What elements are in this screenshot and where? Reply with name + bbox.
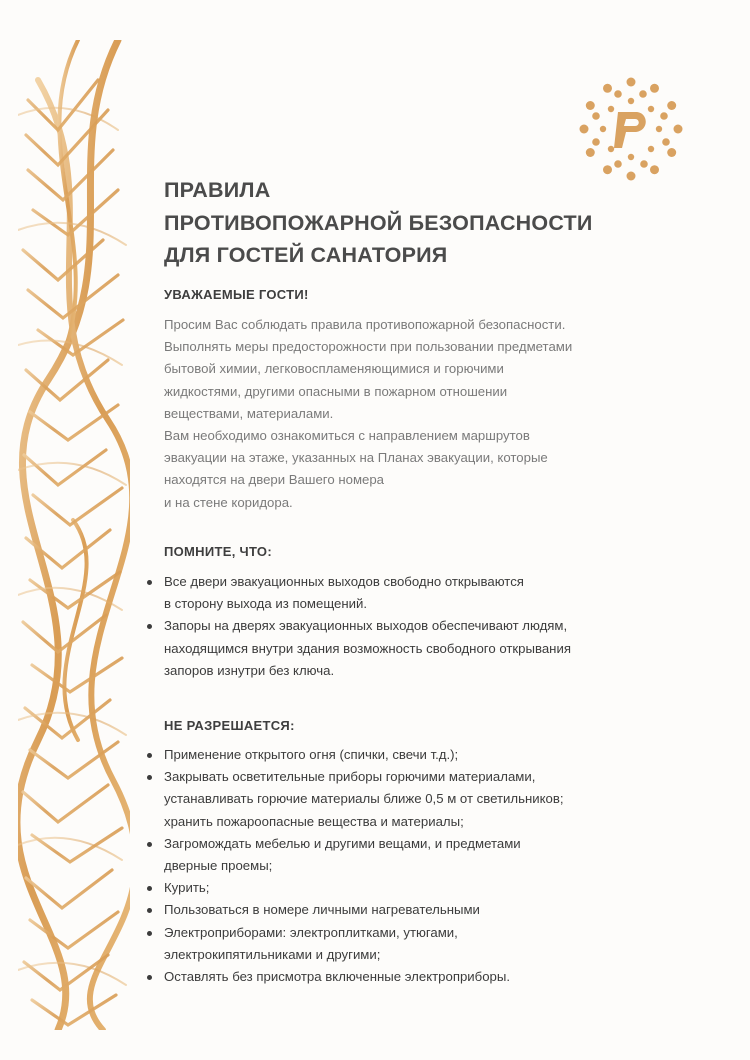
page-title (164, 174, 724, 272)
list-item-line: устанавливать горючие материалы ближе 0,5 м от светильников; (164, 791, 564, 807)
list-item (164, 615, 704, 682)
intro-line: эвакуации на этаже, указанных на Планах эвакуации, которые (164, 450, 548, 466)
list-item-line: в сторону выхода из помещений. (164, 596, 368, 612)
list-item-line: Пользоваться в номере личными нагревательными (164, 902, 480, 918)
list-item-line: Электроприборами: электроплитками, утюгами, (164, 924, 458, 940)
title-line: ПРОТИВОПОЖАРНОЙ БЕЗОПАСНОСТИ (164, 210, 593, 235)
title-line: ПРАВИЛА (164, 178, 271, 202)
list-item-line: Загромождать мебелью и другими вещами, и предметами (164, 835, 521, 851)
list-item-line: Закрывать осветительные приборы горючими материалами, (164, 769, 536, 785)
forbidden-list (164, 744, 704, 988)
list-item-line: Оставлять без присмотра включенные электроприборы. (164, 969, 511, 985)
golden-leaves-ornament-icon (18, 40, 130, 1030)
intro-line: бытовой химии, легковоспламеняющимися и горючими (164, 361, 504, 377)
list-item-line: Все двери эвакуационных выходов свободно открываются (164, 574, 524, 589)
intro-line: Просим Вас соблюдать правила противопожарной безопасности. (164, 317, 566, 332)
list-item-line: хранить пожароопасные вещества и материалы; (164, 813, 464, 829)
intro-line: веществами, материалами. (164, 405, 334, 421)
list-item (164, 966, 704, 988)
greeting-heading: УВАЖАЕМЫЕ ГОСТИ! (164, 287, 309, 302)
intro-line: жидкостями, другими опасными в пожарном отношении (164, 383, 508, 399)
remember-heading: ПОМНИТЕ, ЧТО: (164, 544, 272, 559)
list-item-line: дверные проемы; (164, 858, 273, 874)
title-line: ДЛЯ ГОСТЕЙ САНАТОРИЯ (164, 243, 448, 267)
intro-line: находятся на двери Вашего номера (164, 472, 385, 488)
list-item (164, 766, 704, 833)
list-item-line: Запоры на дверях эвакуационных выходов обеспечивают людям, (164, 618, 568, 634)
list-item-line: электрокипятильниками и другими; (164, 946, 381, 962)
list-item (164, 571, 704, 615)
list-item (164, 744, 704, 766)
list-item (164, 877, 704, 899)
list-item (164, 899, 704, 921)
list-item (164, 833, 704, 877)
list-item-line: Применение открытого огня (спички, свечи т.д.); (164, 747, 459, 762)
sun-dots-logo-icon (578, 76, 684, 182)
intro-line: Выполнять меры предосторожности при пользовании предметами (164, 339, 573, 355)
intro-line: Вам необходимо ознакомиться с направлением маршрутов (164, 428, 530, 444)
remember-list (164, 571, 704, 682)
list-item-line: находящимся внутри здания возможность свободного открывания (164, 640, 571, 656)
list-item-line: запоров изнутри без ключа. (164, 662, 335, 678)
list-item (164, 922, 704, 966)
forbidden-heading: НЕ РАЗРЕШАЕТСЯ: (164, 718, 295, 733)
intro-line: и на стене коридора. (164, 494, 293, 510)
list-item-line: Курить; (164, 880, 210, 896)
intro-paragraph (164, 314, 704, 514)
